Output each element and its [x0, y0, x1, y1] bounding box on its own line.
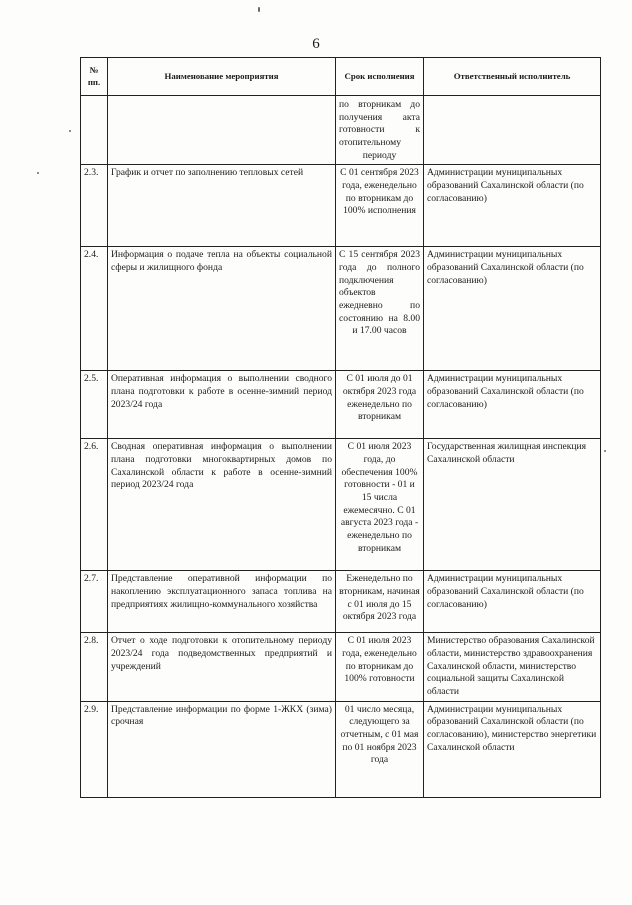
scan-speck: [37, 172, 39, 174]
row-term: С 01 июля 2023 года, до обеспечения 100% готовности - 01 и 15 числа ежемесячно. С 01 августа 2023 года - еженедельно по вторникам: [336, 439, 424, 571]
row-responsible: Администрации муниципальных образований Сахалинской области (по согласованию): [424, 571, 601, 633]
table-row: [81, 96, 601, 165]
row-name: Представление информации по форме 1-ЖКХ (зима) срочная: [108, 701, 336, 797]
events-table: [80, 57, 601, 798]
table-row: [81, 165, 601, 247]
row-num: 2.4.: [81, 247, 108, 371]
row-term: по вторникам до получения акта готовности к отопительному периоду: [336, 96, 424, 165]
row-name: Оперативная информация о выполнении сводного плана подготовки к работе в осенне-зимний период 2023/24 года: [108, 371, 336, 439]
row-term: 01 число месяца, следующего за отчетным, с 01 мая по 01 ноября 2023 года: [336, 701, 424, 797]
row-num: [81, 96, 108, 165]
table-row: [81, 371, 601, 439]
row-name: Сводная оперативная информация о выполнении плана подготовки многоквартирных домов по Сахалинской области к работе в осенне-зимний период 2023/24 года: [108, 439, 336, 571]
row-num: 2.8.: [81, 633, 108, 701]
scan-speck: [258, 7, 260, 12]
page-number: 6: [312, 36, 320, 52]
row-term: С 15 сентября 2023 года до полного подключения объектов ежедневно по состоянию на 8.00 и 17.00 часов: [336, 247, 424, 371]
row-responsible: Государственная жилищная инспекция Сахалинской области: [424, 439, 601, 571]
row-term: С 01 июля 2023 года, еженедельно по вторникам до 100% готовности: [336, 633, 424, 701]
header-responsible: Ответственный исполнитель: [424, 58, 601, 96]
row-term: С 01 июля до 01 октября 2023 года еженедельно по вторникам: [336, 371, 424, 439]
row-responsible: Администрации муниципальных образований Сахалинской области (по согласованию): [424, 165, 601, 247]
table-header-row: [81, 58, 601, 96]
row-term: С 01 сентября 2023 года, еженедельно по вторникам до 100% исполнения: [336, 165, 424, 247]
row-responsible: Министерство образования Сахалинской области, министерство здравоохранения Сахалинской области, министерство социальной защиты Сахалинской области: [424, 633, 601, 701]
table-row: [81, 247, 601, 371]
table-row: [81, 701, 601, 797]
row-name: [108, 96, 336, 165]
row-num: 2.7.: [81, 571, 108, 633]
row-name: Представление оперативной информации по накоплению эксплуатационного запаса топлива на предприятиях жилищно-коммунального хозяйства: [108, 571, 336, 633]
row-name: График и отчет по заполнению тепловых сетей: [108, 165, 336, 247]
table-row: [81, 571, 601, 633]
scan-speck: [69, 130, 71, 132]
row-num: 2.6.: [81, 439, 108, 571]
table-row: [81, 439, 601, 571]
row-responsible: Администрации муниципальных образований Сахалинской области (по согласованию): [424, 371, 601, 439]
row-responsible: [424, 96, 601, 165]
header-num: № пп.: [81, 58, 108, 96]
row-num: 2.9.: [81, 701, 108, 797]
row-responsible: Администрации муниципальных образований Сахалинской области (по согласованию): [424, 247, 601, 371]
row-name: Информация о подаче тепла на объекты социальной сферы и жилищного фонда: [108, 247, 336, 371]
row-name: Отчет о ходе подготовки к отопительному периоду 2023/24 года подведомственных предприятий и учреждений: [108, 633, 336, 701]
header-term: Срок исполнения: [336, 58, 424, 96]
scan-speck: [604, 450, 606, 452]
header-name: Наименование мероприятия: [108, 58, 336, 96]
row-num: 2.5.: [81, 371, 108, 439]
row-responsible: Администрации муниципальных образований Сахалинской области (по согласованию), министерство энергетики Сахалинской области: [424, 701, 601, 797]
row-num: 2.3.: [81, 165, 108, 247]
row-term: Еженедельно по вторникам, начиная с 01 июля до 15 октября 2023 года: [336, 571, 424, 633]
table-row: [81, 633, 601, 701]
